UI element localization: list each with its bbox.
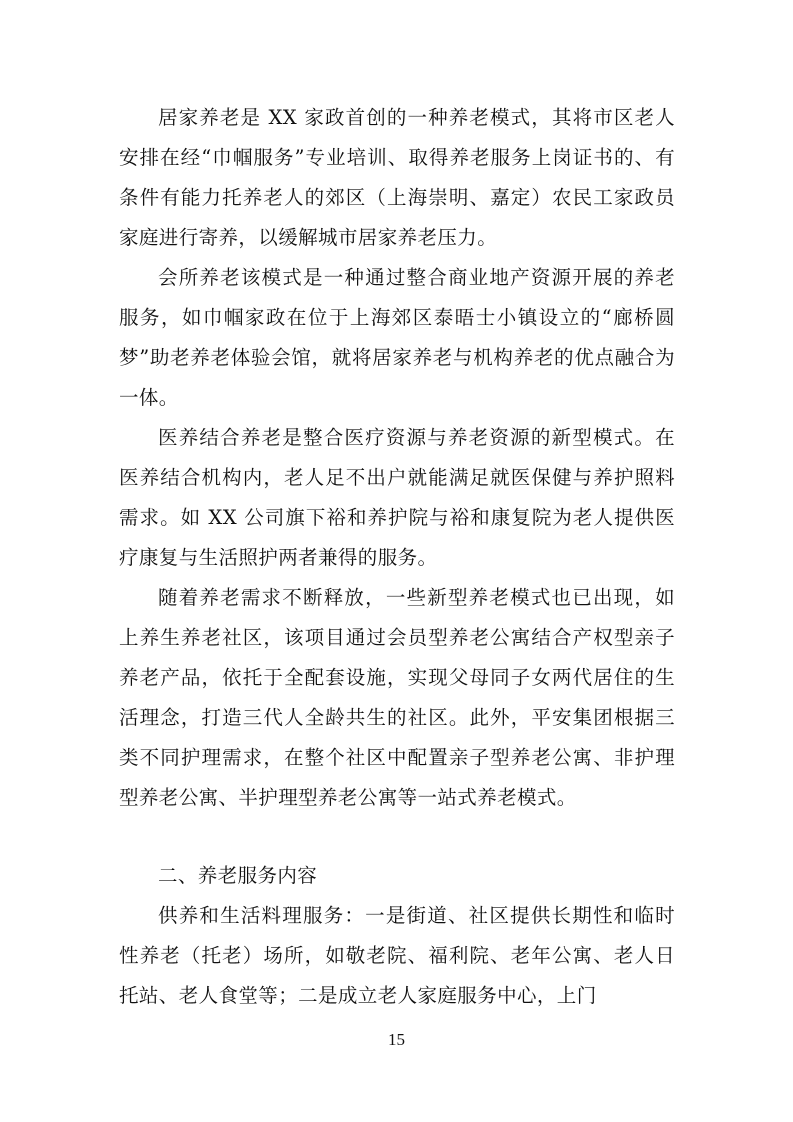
paragraph-home-care: 居家养老是 XX 家政首创的一种养老模式，其将市区老人安排在经“巾帼服务”专业培训、取得养老服务上岗证书的、有条件有能力托养老人的郊区（上海崇明、嘉定）农民工家政员家庭进行寄养，以缓解城市居家养老压力。 bbox=[119, 106, 675, 249]
paragraph-club-care: 会所养老该模式是一种通过整合商业地产资源开展的养老服务，如巾帼家政在位于上海郊区泰晤士小镇设立的“廊桥圆梦”助老养老体验会馆，就将居家养老与机构养老的优点融合为一体。 bbox=[119, 266, 675, 409]
page-number: 15 bbox=[388, 1030, 405, 1049]
paragraph-medical-care: 医养结合养老是整合医疗资源与养老资源的新型模式。在医养结合机构内，老人足不出户就能满足就医保健与养护照料需求。如 XX 公司旗下裕和养护院与裕和康复院为老人提供医疗康复与生活照护两者兼得的服务。 bbox=[119, 426, 675, 569]
paragraph-support-services: 供养和生活料理服务：一是街道、社区提供长期性和临时性养老（托老）场所，如敬老院、福利院、老年公寓、老人日托站、老人食堂等；二是成立老人家庭服务中心，上门 bbox=[119, 904, 675, 1007]
section-heading: 二、养老服务内容 bbox=[158, 864, 318, 887]
paragraph-new-models: 随着养老需求不断释放，一些新型养老模式也已出现，如上养生养老社区，该项目通过会员型养老公寓结合产权型亲子养老产品，依托于全配套设施，实现父母同子女两代居住的生活理念，打造三代人全龄共生的社区。此外，平安集团根据三类不同护理需求，在整个社区中配置亲子型养老公寓、非护理型养老公寓、半护理型养老公寓等一站式养老模式。 bbox=[119, 586, 675, 809]
document-body bbox=[119, 98, 675, 1016]
